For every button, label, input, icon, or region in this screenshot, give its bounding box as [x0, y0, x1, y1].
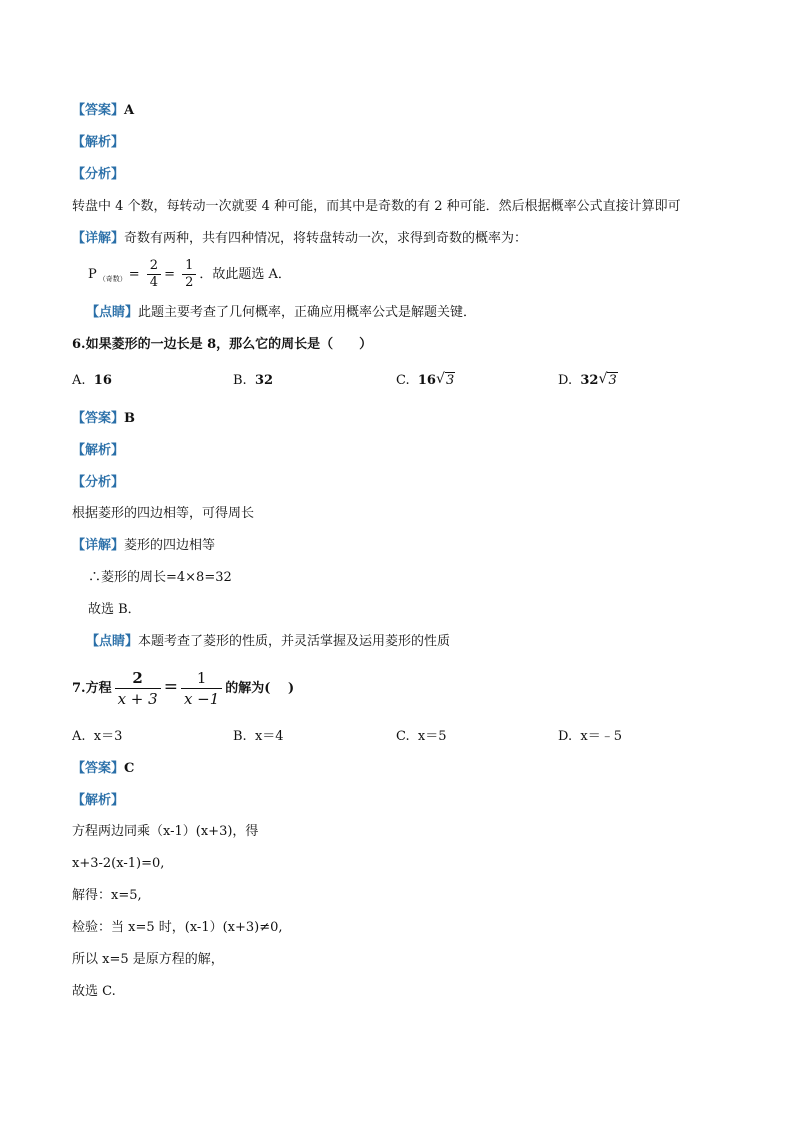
q5-frac2-num: 1 — [182, 258, 196, 275]
q6-dianjing-line — [86, 633, 450, 651]
q5-detail-line — [72, 230, 527, 248]
q6-dianjing-text: 本题考查了菱形的性质，并灵活掌握及运用菱形的性质 — [138, 634, 451, 649]
q6-answer-tag: 【答案】 — [72, 411, 125, 426]
q6-detail-line — [72, 537, 215, 555]
q7-option-d — [558, 728, 622, 746]
q7-option-a-letter: A. — [72, 729, 86, 744]
q6-option-c-letter: C. — [396, 373, 410, 388]
q7-option-c-letter: C. — [396, 729, 410, 744]
q6-option-b — [233, 372, 273, 390]
q5-frac2-den: 2 — [185, 275, 194, 290]
q7-option-c-value: x＝5 — [417, 729, 447, 744]
q7-analysis-tag: 【解析】 — [72, 793, 125, 808]
q7-question-prefix: 7.方程 — [72, 681, 112, 696]
q6-answer-value: B — [124, 411, 136, 426]
q6-option-b-letter: B. — [233, 373, 247, 388]
q5-detail-tag: 【详解】 — [72, 231, 125, 246]
q6-step-1: ∴菱形的周长=4×8=32 — [88, 570, 232, 585]
q7-option-a-value: x＝3 — [93, 729, 123, 744]
q6-fenxi-tag: 【分析】 — [72, 475, 125, 490]
radical-icon: √ — [598, 371, 608, 387]
q7-lhs-num: 2 — [115, 668, 161, 689]
q7-option-c — [396, 728, 447, 746]
q6-option-d-value: 32 — [580, 373, 599, 388]
q5-fraction-2 — [182, 258, 196, 291]
q6-option-a-letter: A. — [72, 373, 86, 388]
q7-option-b-letter: B. — [233, 729, 247, 744]
q5-frac1-den: 4 — [149, 275, 159, 290]
q7-lhs-den: x + 3 — [117, 690, 158, 708]
q7-solution-line-5: 所以 x=5 是原方程的解， — [72, 952, 224, 967]
q6-option-d-sqrt — [598, 372, 617, 390]
q7-equals: = — [163, 677, 178, 697]
q5-frac1-num: 2 — [147, 258, 161, 275]
q6-fenxi-line — [72, 474, 124, 492]
q7-option-d-letter: D. — [558, 729, 573, 744]
q6-answer-line — [72, 410, 135, 428]
q6-option-a-value: 16 — [93, 373, 112, 388]
q7-rhs-fraction — [181, 668, 222, 709]
q6-detail-text: 菱形的四边相等 — [124, 538, 216, 553]
q5-answer-tag: 【答案】 — [72, 103, 125, 118]
q7-answer-value: C — [124, 761, 135, 776]
q7-analysis-line — [72, 792, 124, 810]
q5-answer-line — [72, 102, 134, 120]
q7-answer-tag: 【答案】 — [72, 761, 125, 776]
q7-solution-line-4: 检验：当 x=5 时，(x-1）(x+3)≠0, — [72, 920, 283, 935]
q6-option-a — [72, 372, 112, 390]
q5-formula-eq1: = — [128, 267, 140, 282]
q6-option-d-letter: D. — [558, 373, 573, 388]
q6-analysis-tag: 【解析】 — [72, 443, 125, 458]
q5-formula-sub: （奇数） — [98, 275, 127, 283]
q6-fenxi-text: 根据菱形的四边相等，可得周长 — [72, 506, 255, 521]
q7-rhs-num: 1 — [181, 668, 222, 689]
q5-formula — [88, 258, 291, 291]
q6-option-c-value: 16 — [417, 373, 436, 388]
q7-solution-line-1: 方程两边同乘（x-1）(x+3)，得 — [72, 824, 259, 839]
q6-option-d-radicand: 3 — [608, 373, 617, 388]
q5-fenxi-tag: 【分析】 — [72, 167, 125, 182]
q6-step-2: 故选 B． — [88, 602, 141, 617]
q5-dianjing-tag: 【点睛】 — [86, 305, 139, 320]
q7-option-d-value: x＝﹣5 — [580, 729, 622, 744]
q6-question: 6.如果菱形的一边长是 8，那么它的周长是（ ） — [72, 337, 373, 352]
q5-fenxi-text: 转盘中 4 个数，每转动一次就要 4 种可能，而其中是奇数的有 2 种可能．然后根据概率公式直接计算即可 — [72, 199, 681, 214]
q5-fenxi-line — [72, 166, 124, 184]
q7-solution-line-2: x+3-2(x-1)=0, — [72, 856, 165, 871]
q7-lhs-fraction — [115, 668, 161, 709]
radical-icon: √ — [435, 371, 445, 387]
q5-dianjing-line — [86, 304, 476, 322]
q7-solution-line-3: 解得：x=5, — [72, 888, 142, 903]
q7-question — [72, 668, 294, 709]
q5-analysis-tag: 【解析】 — [72, 135, 125, 150]
q7-solution-line-6: 故选 C. — [72, 984, 116, 999]
q6-analysis-line — [72, 442, 124, 460]
q6-option-c-radicand: 3 — [445, 373, 455, 388]
q6-detail-tag: 【详解】 — [72, 538, 125, 553]
q5-detail-text: 奇数有两种，共有四种情况，将转盘转动一次，求得到奇数的概率为： — [124, 231, 528, 246]
q5-formula-tail: ．故此题选 A． — [199, 267, 291, 282]
q5-analysis-line — [72, 134, 124, 152]
q6-option-c-sqrt — [436, 372, 455, 390]
q7-answer-line — [72, 760, 134, 778]
q6-dianjing-tag: 【点睛】 — [86, 634, 139, 649]
q7-option-b-value: x＝4 — [254, 729, 284, 744]
q5-fraction-1 — [147, 258, 161, 291]
q7-question-suffix: 的解为( ) — [225, 681, 295, 696]
q6-option-d — [558, 372, 618, 390]
q6-option-c — [396, 372, 455, 390]
q7-option-a — [72, 728, 122, 746]
q7-rhs-den: x −1 — [183, 690, 220, 708]
q6-option-b-value: 32 — [254, 373, 274, 388]
q5-formula-eq2: = — [164, 267, 175, 282]
q7-option-b — [233, 728, 284, 746]
q5-answer-value: A — [124, 103, 135, 118]
q5-dianjing-text: 此题主要考查了几何概率，正确应用概率公式是解题关键． — [138, 305, 477, 320]
q5-formula-p: P — [88, 267, 97, 282]
